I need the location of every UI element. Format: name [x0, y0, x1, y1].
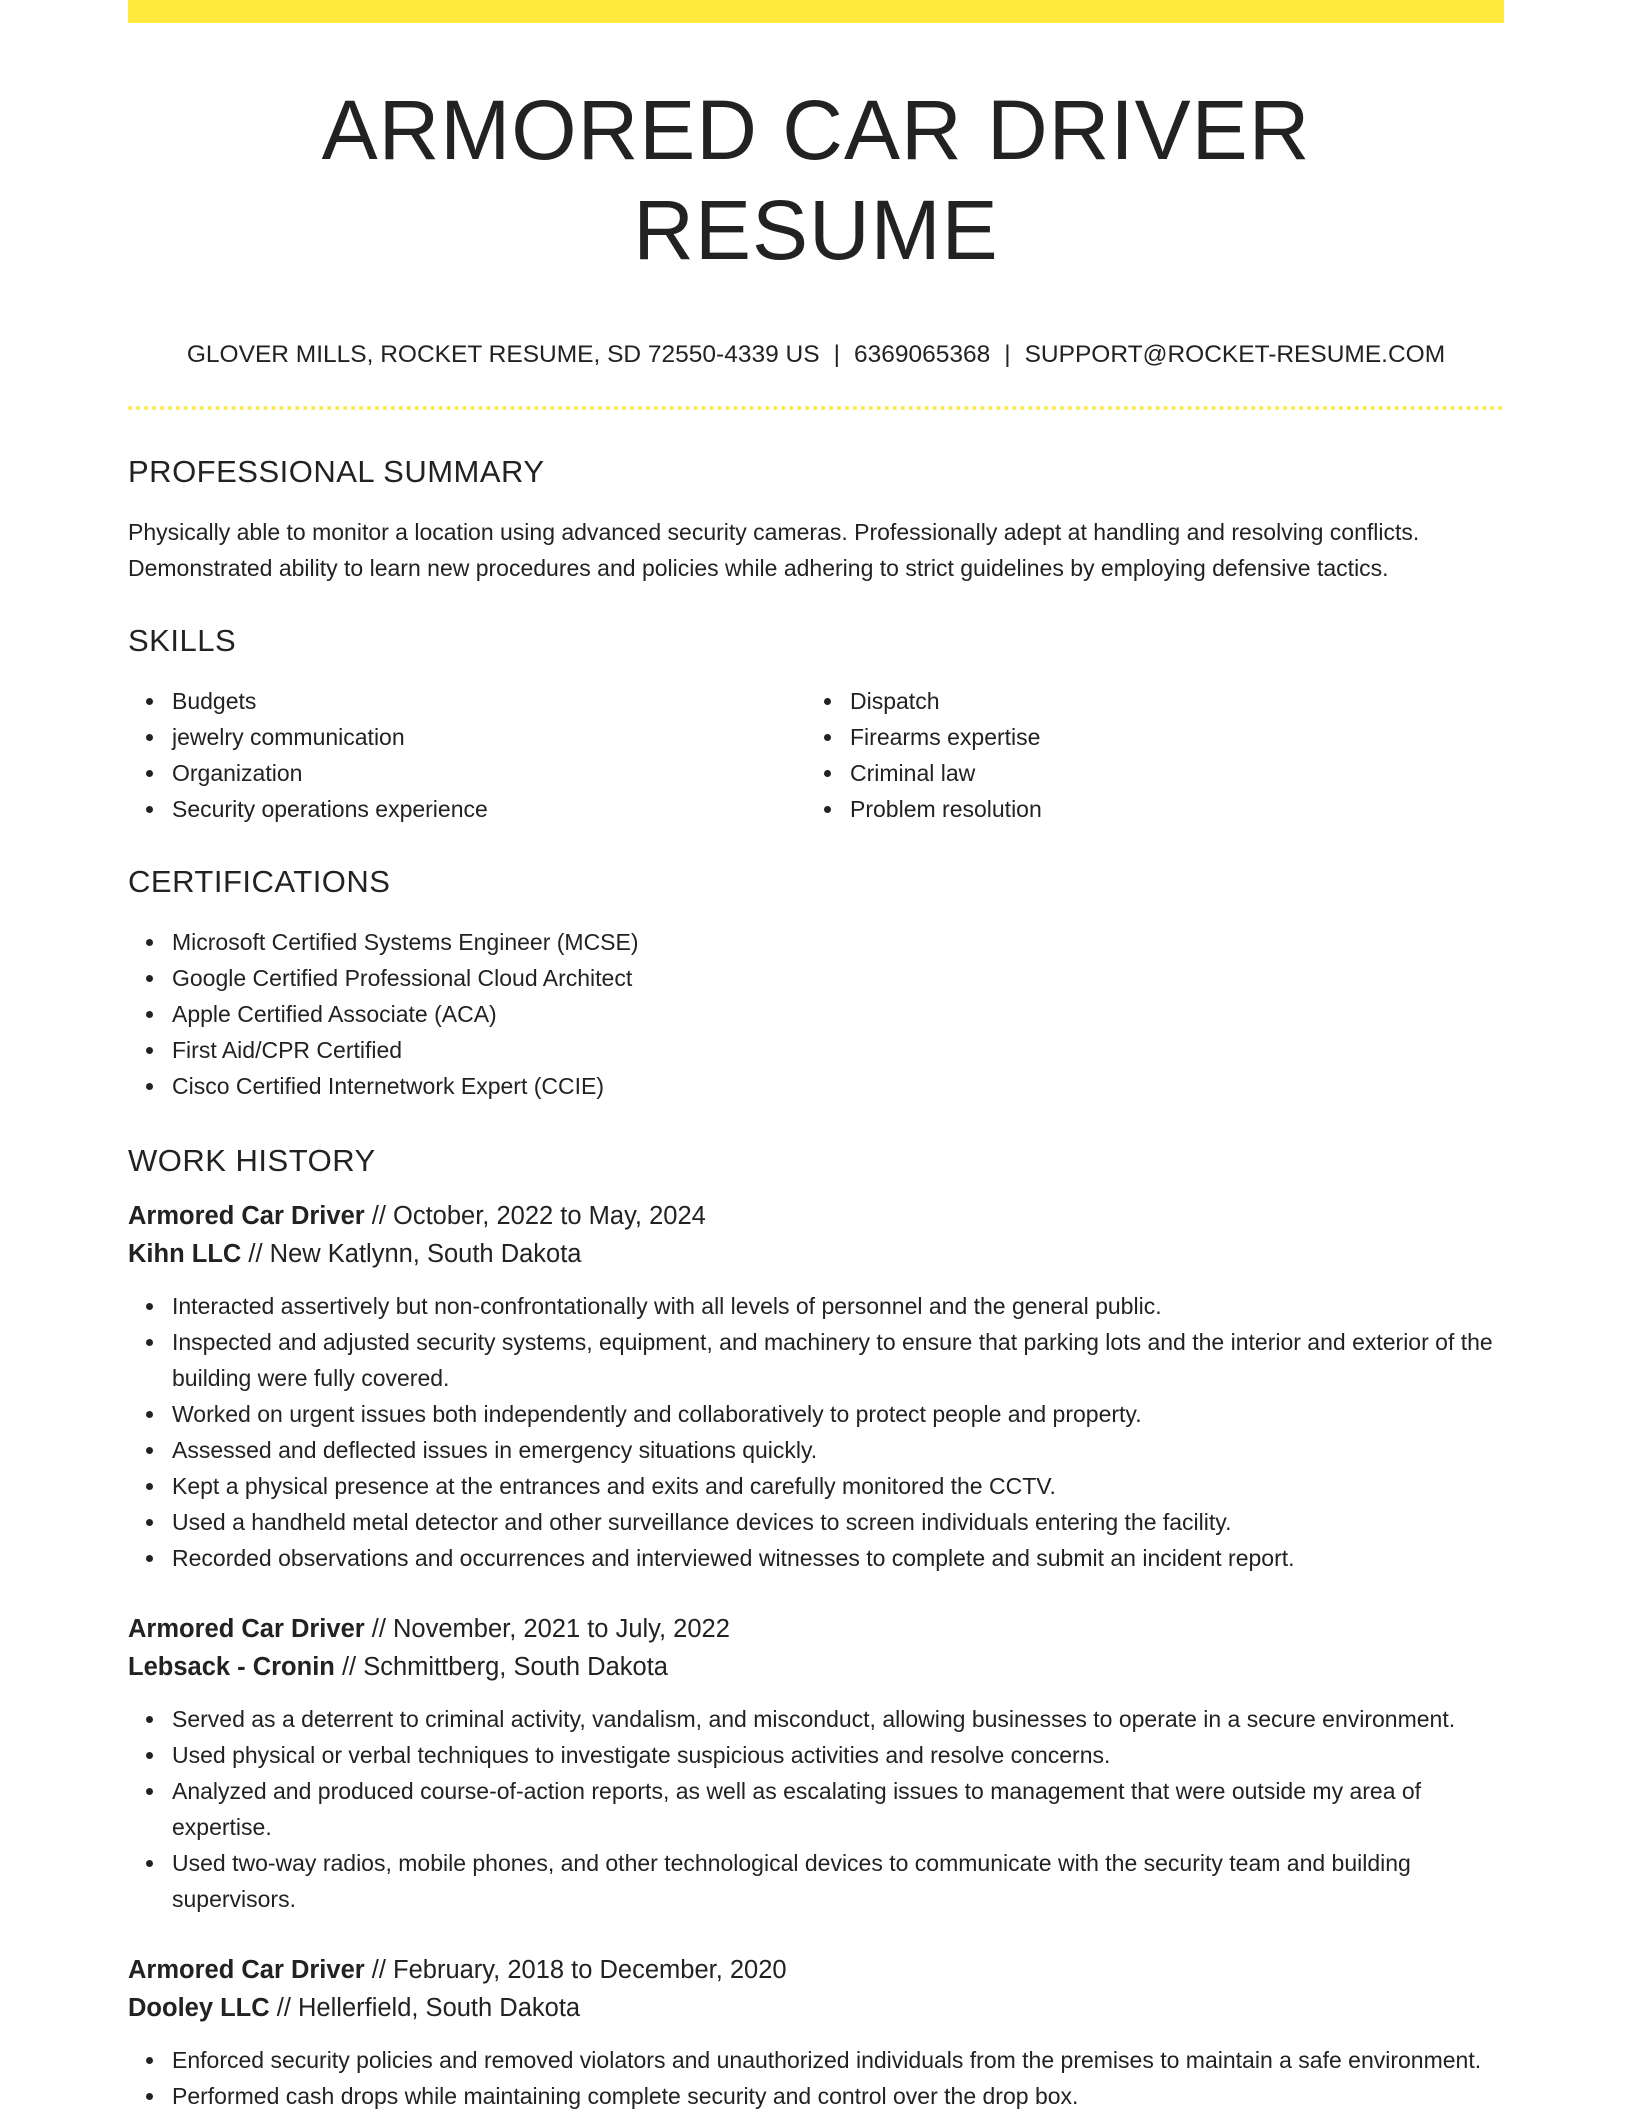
contact-address: GLOVER MILLS, ROCKET RESUME, SD 72550-4339 US [186, 341, 820, 368]
skill-item: Organization [172, 755, 806, 791]
skill-item: jewelry communication [172, 719, 806, 755]
certification-item: Cisco Certified Internetwork Expert (CCIE) [172, 1068, 1504, 1104]
job-location: // Hellerfield, South Dakota [269, 1994, 581, 2022]
job-bullet: Assessed and deflected issues in emergency situations quickly. [172, 1432, 1504, 1468]
job-entry [128, 1951, 1504, 2114]
summary-section [128, 452, 1504, 586]
job-bullet: Performed cash drops while maintaining complete security and control over the drop box. [172, 2078, 1504, 2114]
job-title-line [128, 1197, 1504, 1235]
job-bullet: Used two-way radios, mobile phones, and other technological devices to communicate with the security team and building supervisors. [172, 1845, 1504, 1917]
work-history-heading: WORK HISTORY [128, 1143, 376, 1178]
job-location: // New Katlynn, South Dakota [241, 1240, 582, 1268]
job-company: Lebsack - Cronin [128, 1653, 335, 1681]
skills-column-left [128, 683, 806, 827]
job-bullet: Served as a deterrent to criminal activity, vandalism, and misconduct, allowing businesses to operate in a secure environment. [172, 1701, 1504, 1737]
contact-email: SUPPORT@ROCKET-RESUME.COM [1024, 341, 1446, 368]
summary-text: Physically able to monitor a location using advanced security cameras. Professionally adept at handling and resolving conflicts. Demonstrated ability to learn new procedures and policies while adhering to strict guidelines by employing defensive tactics. [128, 519, 1420, 581]
contact-separator: | [1004, 341, 1011, 368]
skills-list-right [806, 683, 1484, 827]
resume-content [128, 0, 1504, 2114]
contact-separator: | [833, 341, 840, 368]
job-bullet: Recorded observations and occurrences and interviewed witnesses to complete and submit an incident report. [172, 1540, 1504, 1576]
job-bullets [128, 1701, 1504, 1917]
certification-item: Apple Certified Associate (ACA) [172, 996, 1504, 1032]
job-entry [128, 1197, 1504, 1576]
job-company: Kihn LLC [128, 1240, 242, 1268]
job-company-line [128, 1235, 1504, 1273]
job-dates: // February, 2018 to December, 2020 [364, 1956, 787, 1984]
job-title: Armored Car Driver [128, 1956, 365, 1984]
job-bullets [128, 2042, 1504, 2114]
certifications-heading: CERTIFICATIONS [128, 864, 391, 899]
page-title: ARMORED CAR DRIVER RESUME [321, 83, 1311, 277]
job-entry [128, 1610, 1504, 1917]
job-bullet: Used physical or verbal techniques to investigate suspicious activities and resolve concerns. [172, 1737, 1504, 1773]
job-bullet: Inspected and adjusted security systems, equipment, and machinery to ensure that parking lots and the interior and exterior of the building were fully covered. [172, 1324, 1504, 1396]
job-company: Dooley LLC [128, 1994, 270, 2022]
job-bullet: Kept a physical presence at the entrances and exits and carefully monitored the CCTV. [172, 1468, 1504, 1504]
job-bullet: Interacted assertively but non-confrontationally with all levels of personnel and the general public. [172, 1288, 1504, 1324]
job-bullet: Worked on urgent issues both independently and collaboratively to protect people and property. [172, 1396, 1504, 1432]
job-dates: // October, 2022 to May, 2024 [364, 1202, 706, 1230]
certification-item: First Aid/CPR Certified [172, 1032, 1504, 1068]
skills-column-right [806, 683, 1484, 827]
skill-item: Firearms expertise [850, 719, 1484, 755]
skill-item: Criminal law [850, 755, 1484, 791]
job-bullet: Enforced security policies and removed violators and unauthorized individuals from the premises to maintain a safe environment. [172, 2042, 1504, 2078]
certifications-list [128, 924, 1504, 1104]
certification-item: Google Certified Professional Cloud Architect [172, 960, 1504, 996]
job-bullet: Used a handheld metal detector and other surveillance devices to screen individuals entering the facility. [172, 1504, 1504, 1540]
job-title: Armored Car Driver [128, 1615, 365, 1643]
skill-item: Security operations experience [172, 791, 806, 827]
work-history-section [128, 1141, 1504, 2114]
job-company-line [128, 1989, 1504, 2027]
job-location: // Schmittberg, South Dakota [334, 1653, 668, 1681]
skills-heading: SKILLS [128, 623, 237, 658]
contact-phone: 6369065368 [853, 341, 991, 368]
certification-item: Microsoft Certified Systems Engineer (MCSE) [172, 924, 1504, 960]
skills-section [128, 621, 1504, 827]
skill-item: Problem resolution [850, 791, 1484, 827]
certifications-section [128, 862, 1504, 1104]
job-title-line [128, 1610, 1504, 1648]
job-bullet: Analyzed and produced course-of-action reports, as well as escalating issues to management that were outside my area of expertise. [172, 1773, 1504, 1845]
skill-item: Dispatch [850, 683, 1484, 719]
skills-columns [128, 683, 1504, 827]
job-dates: // November, 2021 to July, 2022 [364, 1615, 730, 1643]
skill-item: Budgets [172, 683, 806, 719]
job-company-line [128, 1648, 1504, 1686]
summary-heading: PROFESSIONAL SUMMARY [128, 454, 545, 489]
skills-list-left [128, 683, 806, 827]
job-title-line [128, 1951, 1504, 1989]
dotted-divider [128, 406, 1504, 410]
contact-line [128, 340, 1504, 370]
job-bullets [128, 1288, 1504, 1576]
job-title: Armored Car Driver [128, 1202, 365, 1230]
